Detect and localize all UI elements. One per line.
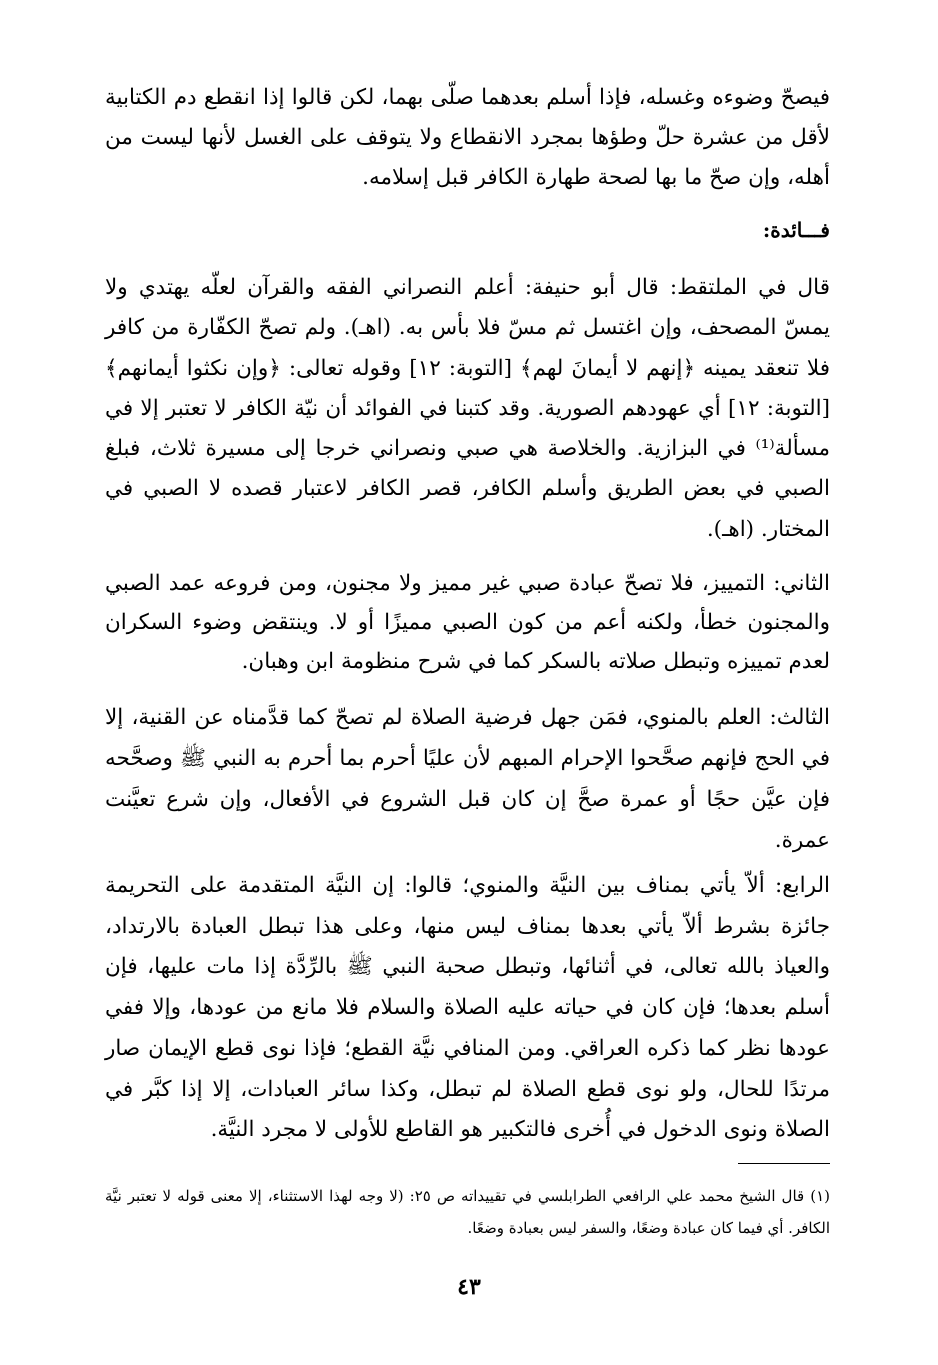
footnote: (١) قال الشيخ محمد علي الرافعي الطرابلسي في تقييداته ص ٢٥: (لا وجه لهذا الاستثناء، إلا معنى قوله لا تعتبر نيَّة الكافر. أي فيما كان عبادة وضعًا، والسفر ليس بعبادة وضعًا. xyxy=(105,1187,830,1237)
page-number: ٤٣ xyxy=(457,1274,481,1300)
faida-heading: فـــائدة: xyxy=(762,218,830,242)
paragraph-3: الثاني: التمييز، فلا تصحّ عبادة صبي غير مميز ولا مجنون، ومن فروعه عمد الصبي والمجنون خطأ، ولكنه أعم من كون الصبي مميزًا أو لا. وينتقض وضوء السكران لعدم تمييزه وتبطل صلاته بالسكر كما في شرح منظومة ابن وهبان. xyxy=(105,571,830,674)
paragraph-5: الرابع: ألاّ يأتي بمناف بين النيَّة والمنوي؛ قالوا: إن النيَّة المتقدمة على التحريمة جائزة بشرط ألاّ يأتي بعدها بمناف ليس منها، وعلى هذا تبطل العبادة بالارتداد، والعياذ بالله تعالى، في أثنائها، وتبطل صحبة النبي ﷺ بالرِّدَّة إذا مات عليها، فإن أسلم بعدها؛ فإن كان في حياته عليه الصلاة والسلام فلا مانع من عودها، وإلا ففي عودها نظر كما ذكره العراقي. ومن المنافي نيَّة القطع؛ فإذا نوى قطع الإيمان صار مرتدًا للحال، ولو نوى قطع الصلاة لم تبطل، وكذا سائر العبادات، إلا إذا كبَّر في الصلاة ونوى الدخول في أُخرى فالتكبير هو القاطع للأولى لا مجرد النيَّة. xyxy=(105,873,830,1143)
paragraph-4: الثالث: العلم بالمنوي، فمَن جهل فرضية الصلاة لم تصحّ كما قدَّمناه عن القنية، إلا في الحج فإنهم صحَّحوا الإحرام المبهم لأن عليًا أحرم بما أحرم به النبي ﷺ وصحَّحه فإن عيَّن حجًا أو عمرة صحَّ إن كان قبل الشروع في الأفعال، وإن شرع تعيَّنت عمرة. xyxy=(105,705,830,853)
footnote-divider xyxy=(738,1163,830,1164)
paragraph-1: فيصحّ وضوءه وغسله، فإذا أسلم بعدهما صلّى بهما، لكن قالوا إذا انقطع دم الكتابية لأقل من عشرة حلّ وطؤها بمجرد الانقطاع ولا يتوقف على الغسل لأنها ليست من أهله، وإن صحّ ما بها لصحة طهارة الكافر قبل إسلامه. xyxy=(105,85,830,190)
paragraph-2: قال في الملتقط: قال أبو حنيفة: أعلم النصراني الفقه والقرآن لعلّه يهتدي ولا يمسّ المصحف، وإن اغتسل ثم مسّ فلا بأس به. (اهـ). ولم تصحّ الكفّارة من كافر فلا تنعقد يمينه ﴿إنهم لا أيمانَ لهم﴾ [التوبة: ١٢] وقوله تعالى: ﴿وإن نكثوا أيمانهم﴾ [التوبة: ١٢] أي عهودهم الصورية. وقد كتبنا في الفوائد أن نيّة الكافر لا تعتبر إلا في مسألة⁽¹⁾ في البزازية. والخلاصة هي صبي ونصراني خرجا إلى مسيرة ثلاث، فبلغ الصبي في بعض الطريق وأسلم الكافر، قصر الكافر لاعتبار قصده لا الصبي في المختار. (اهـ). xyxy=(105,275,831,542)
